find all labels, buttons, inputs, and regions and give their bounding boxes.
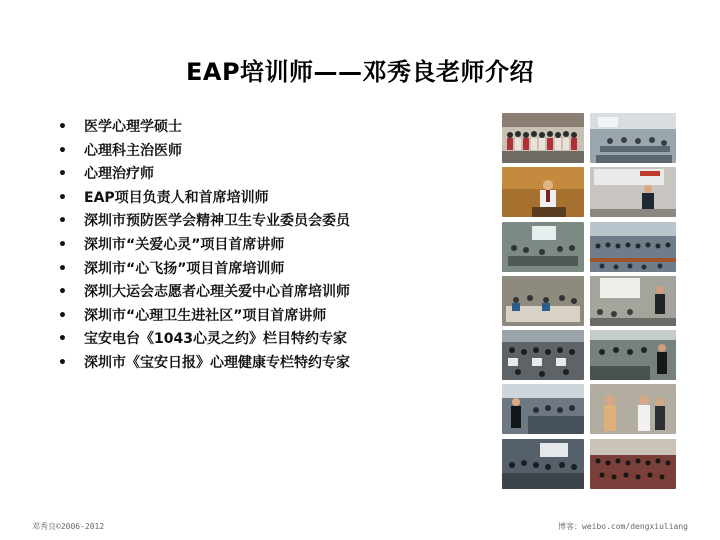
bullet-icon: •	[58, 354, 67, 371]
bullet-text: 宝安电台《1043心灵之约》栏目特约专家	[84, 331, 347, 348]
blog-footer: 博客：weibo.com/dengxiuliang	[558, 522, 688, 531]
list-item	[58, 187, 350, 211]
audience-photo	[502, 330, 584, 380]
list-item	[58, 258, 350, 282]
bullet-text: 深圳市预防医学会精神卫生专业委员会委员	[84, 213, 350, 230]
classroom-photo	[590, 113, 676, 163]
bullet-icon: •	[58, 189, 67, 206]
bullet-icon: •	[58, 260, 67, 277]
list-item	[58, 163, 350, 187]
training-group-photo	[502, 113, 584, 163]
bullet-text: 心理科主治医师	[84, 142, 182, 159]
bullet-text: 深圳市“心理卫生进社区”项目首席讲师	[84, 307, 327, 324]
bullet-icon: •	[58, 119, 67, 135]
bullet-icon: •	[58, 213, 67, 230]
workshop-photo	[502, 276, 584, 326]
large-audience-photo	[590, 439, 676, 489]
list-item	[58, 140, 350, 164]
presenter-banner-photo	[590, 167, 676, 217]
list-item	[58, 352, 350, 376]
copyright-footer: 邓秀良©2006-2012	[32, 522, 105, 531]
bullet-text: 深圳市“关爱心灵”项目首席讲师	[84, 236, 285, 253]
list-item	[58, 116, 350, 140]
bullet-text: 深圳市“心飞扬”项目首席培训师	[84, 260, 285, 277]
bullet-text: 心理治疗师	[84, 166, 154, 183]
bullet-icon: •	[58, 331, 67, 348]
bullet-icon: •	[58, 236, 67, 253]
lecture-hall-photo	[590, 276, 676, 326]
discussion-photo	[590, 384, 676, 434]
speaker-photo	[502, 167, 584, 217]
bullet-text: 深圳大运会志愿者心理关爱中心首席培训师	[84, 284, 350, 301]
list-item	[58, 328, 350, 352]
list-item	[58, 281, 350, 305]
bullet-icon: •	[58, 307, 67, 324]
list-item	[58, 210, 350, 234]
slide-title: EAP培训师——邓秀良老师介绍	[185, 58, 535, 86]
group-session-photo	[502, 439, 584, 489]
list-item	[58, 234, 350, 258]
bullet-icon: •	[58, 142, 67, 159]
bullet-text: 深圳市《宝安日报》心理健康专栏特约专家	[84, 354, 350, 371]
bullet-list	[58, 116, 350, 376]
auditorium-photo	[590, 222, 676, 272]
photo-collage	[502, 113, 676, 489]
bullet-text: 医学心理学硕士	[84, 119, 182, 135]
seminar-photo	[590, 330, 676, 380]
list-item	[58, 305, 350, 329]
bullet-icon: •	[58, 284, 67, 301]
students-photo	[502, 384, 584, 434]
bullet-text: EAP项目负责人和首席培训师	[84, 189, 269, 206]
meeting-room-photo	[502, 222, 584, 272]
bullet-icon: •	[58, 166, 67, 183]
